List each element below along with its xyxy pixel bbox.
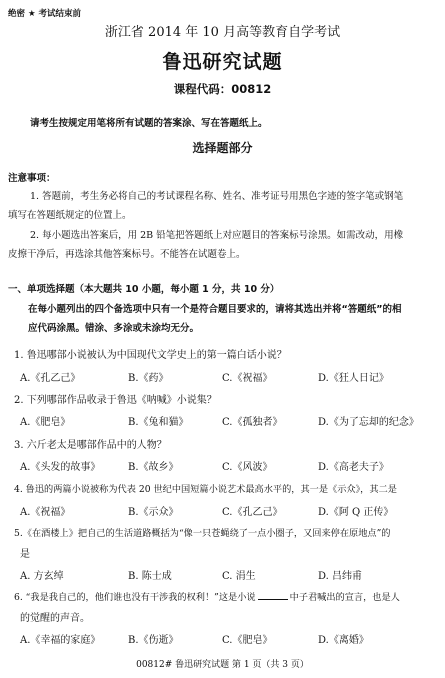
- notice-item-1-line-2: 填写在答题纸规定的位置上。: [8, 210, 132, 221]
- question-2-option-c: C.《孤独者》: [222, 417, 283, 428]
- question-2-option-d: D.《为了忘却的纪念》: [318, 417, 419, 428]
- question-1-stem: 1. 鲁迅哪部小说被认为中国现代文学史上的第一篇白话小说？: [14, 350, 287, 361]
- part1-heading: 一、单项选择题（本大题共 10 小题，每小题 1 分，共 10 分）: [8, 284, 280, 295]
- question-5-stem: 5.《在酒楼上》把自己的生活道路概括为“像一只苍蝇绕了一点小圈子，又回来停在原地点”的: [14, 528, 391, 539]
- question-1-option-c: C.《祝福》: [222, 373, 273, 384]
- notice-item-2-line-1: 2. 每小题选出答案后，用 2B 铅笔把答题纸上对应题目的答案标号涂黑。如需改动，用橡: [30, 230, 404, 241]
- notice-item-2-line-2: 皮擦干净后，再选涂其他答案标号。不能答在试题卷上。: [8, 249, 246, 260]
- part1-desc-line-1: 在每小题列出的四个备选项中只有一个是符合题目要求的，请将其选出并将“答题纸”的相: [28, 304, 402, 315]
- question-5-option-a: A. 方玄绰: [20, 571, 64, 582]
- question-6-stem-part-b: 中子君喊出的宣言，也是人: [289, 592, 400, 603]
- question-4-option-b: B.《示众》: [128, 507, 179, 518]
- answer-instruction: 请考生按规定用笔将所有试题的答案涂、写在答题纸上。: [30, 118, 268, 129]
- part1-desc-line-2: 应代码涂黑。错涂、多涂或未涂均无分。: [28, 323, 200, 334]
- question-5-stem-continued: 是: [20, 549, 30, 560]
- course-code: 课程代码：00812: [173, 82, 272, 96]
- question-3-option-d: D.《高老夫子》: [318, 462, 389, 473]
- paper-title: 鲁迅研究试题: [162, 51, 283, 73]
- question-3-option-b: B.《故乡》: [128, 462, 179, 473]
- question-1-option-d: D.《狂人日记》: [318, 373, 389, 384]
- question-1-option-a: A.《孔乙己》: [20, 373, 81, 384]
- question-3-option-a: A.《头发的故事》: [20, 462, 101, 473]
- question-6-stem: [14, 589, 400, 603]
- question-4-option-d: D.《阿 Q 正传》: [318, 507, 394, 518]
- question-6-option-b: B.《伤逝》: [128, 635, 179, 646]
- question-6-stem-continued: 的觉醒的声音。: [20, 613, 90, 624]
- question-3-stem: 3. 六斤老太是哪部作品中的人物？: [14, 440, 167, 451]
- question-2-option-b: B.《兔和猫》: [128, 417, 189, 428]
- question-5-option-d: D. 吕纬甫: [318, 571, 363, 582]
- question-6-stem-part-a: 6. “我是我自己的，他们谁也没有干涉我的权利！”这是小说: [14, 592, 256, 603]
- question-2-stem: 2. 下列哪部作品收录于鲁迅《呐喊》小说集？: [14, 395, 217, 406]
- section-title: 选择题部分: [192, 141, 253, 155]
- question-5-option-b: B. 陈士成: [128, 571, 172, 582]
- question-6-option-d: D.《离婚》: [318, 635, 369, 646]
- answer-blank: [258, 590, 288, 600]
- question-4-option-a: A.《祝福》: [20, 507, 71, 518]
- question-2-option-a: A.《肥皂》: [20, 417, 71, 428]
- question-4-option-c: C.《孔乙己》: [222, 507, 283, 518]
- question-3-option-c: C.《风波》: [222, 462, 273, 473]
- question-6-option-a: A.《幸福的家庭》: [20, 635, 101, 646]
- page-footer: 00812# 鲁迅研究试题 第 1 页（共 3 页）: [136, 660, 309, 670]
- notice-item-1-line-1: 1. 答题前，考生务必将自己的考试课程名称、姓名、准考证号用黑色字迹的签字笔或钢笔: [30, 191, 404, 202]
- secret-label: 绝密 ★ 考试结束前: [8, 9, 82, 19]
- question-5-option-c: C. 涓生: [222, 571, 256, 582]
- question-6-option-c: C.《肥皂》: [222, 635, 273, 646]
- notice-title: 注意事项：: [8, 173, 56, 184]
- question-4-stem: 4. 鲁迅的两篇小说被称为代表 20 世纪中国短篇小说艺术最高水平的，其一是《示众》，其二是: [14, 484, 397, 495]
- exam-title: 浙江省 2014 年 10 月高等教育自学考试: [104, 25, 341, 40]
- question-1-option-b: B.《药》: [128, 373, 169, 384]
